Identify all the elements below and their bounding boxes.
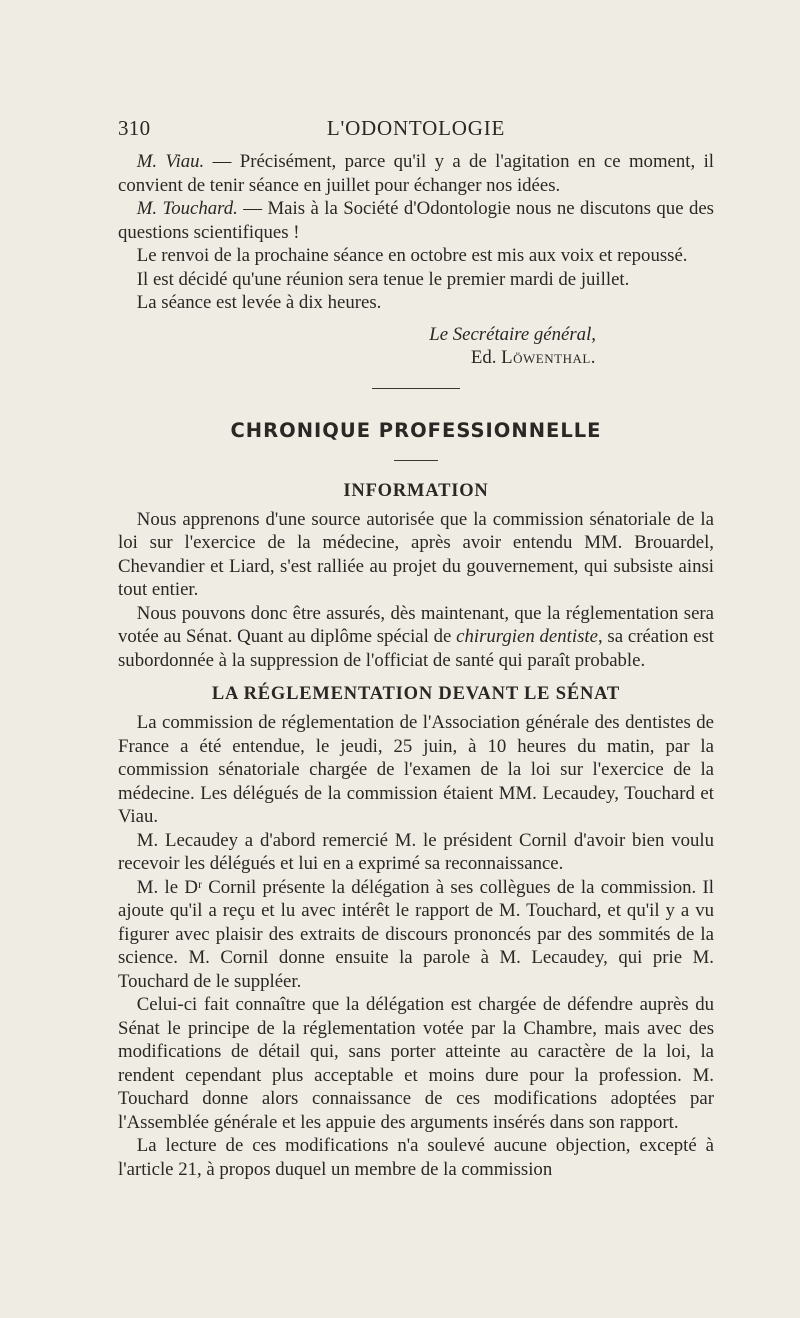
subsection-title-information: INFORMATION xyxy=(343,480,489,501)
section-divider-short xyxy=(394,460,438,461)
reglementation-paragraph xyxy=(118,1134,714,1181)
paragraph-text: , sa création est subordonnée à la suppression de l'officiat de santé qui paraît probable. xyxy=(118,626,714,671)
section-title: CHRONIQUE PROFESSIONNELLE xyxy=(230,418,602,442)
signature-initials: Ed. xyxy=(470,347,502,368)
speaker-name: M. Touchard. xyxy=(136,198,238,219)
paragraph-text: La lecture de ces modifications n'a soulevé aucune objection, excepté à l'article 21, à propos duquel un membre de la commission xyxy=(118,1135,714,1180)
paragraph-text: Nous apprenons d'une source autorisée que la commission sénatoriale de la loi sur l'exercice de la médecine, après avoir entendu MM. Brouardel, Chevandier et Liard, s'est ralliée au projet du gouvernement, qui subsiste ainsi tout entier. xyxy=(118,508,714,600)
paragraph-text: M. le Dʳ Cornil présente la délégation à ses collègues de la commission. Il ajoute qu'il a reçu et lu avec intérêt le rapport de M. Touchard, et qu'il y a vu figurer avec plaisir des extraits de discours prononcés par des sommités de la science. M. Cornil donne ensuite la parole à M. Lecaudey, qui prie M. Touchard de le suppléer. xyxy=(118,876,714,992)
reglementation-paragraph xyxy=(118,829,714,876)
speech-text: — Mais à la Société d'Odontologie nous ne discutons que des questions scientifiques ! xyxy=(118,198,714,243)
speaker-name: M. Viau. xyxy=(136,151,205,172)
signature-role: Le Secrétaire général, xyxy=(429,323,596,345)
minutes-paragraph xyxy=(118,197,714,244)
minutes-paragraph xyxy=(118,244,714,268)
minutes-paragraph xyxy=(118,150,714,197)
paragraph-text: Celui-ci fait connaître que la délégation est chargée de défendre auprès du Sénat le principe de la réglementation votée par la Chambre, mais avec des modifications de détail qui, sans porter atteinte au caractère de la loi, la rendent cependant plus acceptable et moins dure pour la profession. M. Touchard donne alors connaissance de ces modifications adoptées par l'Assemblée générale et les appuie des arguments insérés dans son rapport. xyxy=(118,994,714,1133)
reglementation-paragraph xyxy=(118,876,714,994)
signature-name-line xyxy=(118,346,596,370)
information-paragraph xyxy=(118,508,714,602)
section-divider xyxy=(372,388,460,389)
paragraph-text: Nous pouvons donc être assurés, dès maintenant, que la réglementation sera votée au Sénat. Quant au diplôme spécial de xyxy=(118,602,714,647)
subsection-title-reglementation: LA RÉGLEMENTATION DEVANT LE SÉNAT xyxy=(211,684,621,704)
emphasized-term: chirurgien dentiste xyxy=(456,626,598,647)
running-title: L'ODONTOLOGIE xyxy=(326,116,506,140)
reglementation-paragraph xyxy=(118,993,714,1134)
paragraph-text: M. Lecaudey a d'abord remercié M. le président Cornil d'avoir bien voulu recevoir les délégués et lui en a exprimé sa reconnaissance. xyxy=(118,829,714,874)
information-paragraph xyxy=(118,602,714,673)
page-header xyxy=(118,116,714,146)
paragraph-text: Le renvoi de la prochaine séance en octobre est mis aux voix et repoussé. xyxy=(136,245,688,266)
page-content xyxy=(118,150,714,1181)
minutes-paragraph xyxy=(118,291,714,315)
speech-text: — Précisément, parce qu'il y a de l'agitation en ce moment, il convient de tenir séance en juillet pour échanger nos idées. xyxy=(118,151,715,196)
signature-block xyxy=(118,323,714,370)
page-number: 310 xyxy=(118,116,151,140)
paragraph-text: Il est décidé qu'une réunion sera tenue le premier mardi de juillet. xyxy=(136,268,630,290)
signature-name: Löwenthal. xyxy=(501,347,596,368)
reglementation-paragraph xyxy=(118,711,714,829)
minutes-paragraph xyxy=(118,268,714,292)
paragraph-text: La commission de réglementation de l'Association générale des dentistes de France a été entendue, le jeudi, 25 juin, à 10 heures du matin, par la commission sénatoriale chargée de l'examen de la loi sur l'exercice de la médecine. Les délégués de la commission étaient MM. Lecaudey, Touchard et Viau. xyxy=(118,712,714,827)
paragraph-text: La séance est levée à dix heures. xyxy=(136,292,382,313)
